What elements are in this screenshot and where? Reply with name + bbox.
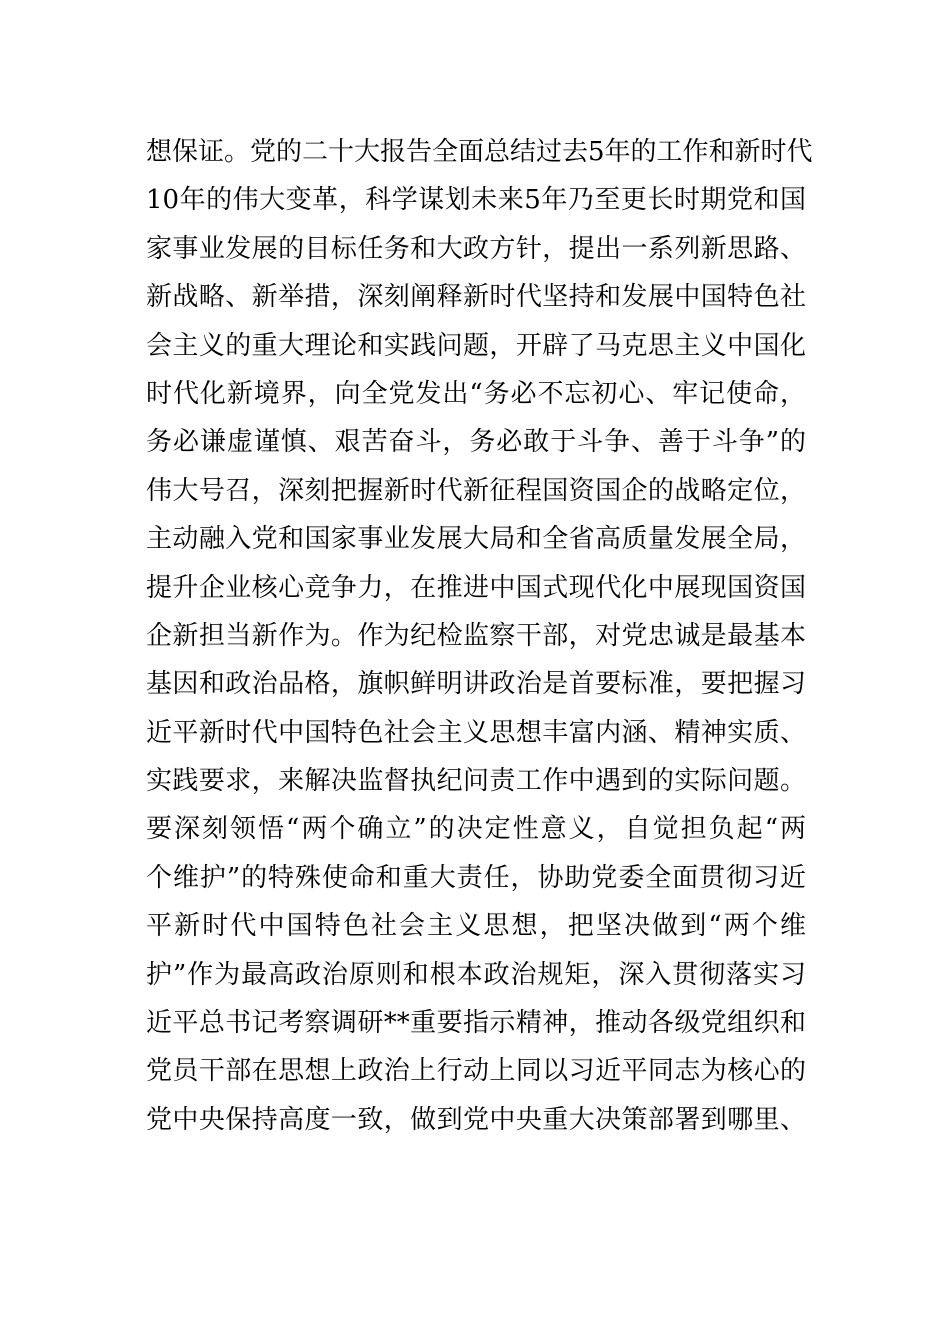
text-line-10: 提升企业核心竞争力，在推进中国式现代化中展现国资国 — [146, 572, 806, 603]
text-line-7: 务必谦虚谨慎、艰苦奋斗，务必敢于斗争、善于斗争”的 — [146, 427, 806, 458]
text-line-20: 党员干部在思想上政治上行动上同以习近平同志为核心的 — [146, 1056, 806, 1087]
text-line-6: 时代化新境界，向全党发出“务必不忘初心、牢记使命， — [146, 378, 806, 409]
text-line-9: 主动融入党和国家事业发展大局和全省高质量发展全局， — [146, 524, 806, 555]
text-line-21: 党中央保持高度一致，做到党中央重大决策部署到哪里、 — [146, 1104, 806, 1135]
text-line-2: 10年的伟大变革，科学谋划未来5年乃至更长时期党和国 — [146, 185, 806, 216]
text-line-4: 新战略、新举措，深刻阐释新时代坚持和发展中国特色社 — [146, 282, 806, 313]
text-line-14: 实践要求，来解决监督执纪问责工作中遇到的实际问题。 — [146, 766, 806, 797]
text-line-8: 伟大号召，深刻把握新时代新征程国资国企的战略定位， — [146, 475, 806, 506]
text-line-13: 近平新时代中国特色社会主义思想丰富内涵、精神实质、 — [146, 717, 806, 748]
text-line-3: 家事业发展的目标任务和大政方针，提出一系列新思路、 — [146, 233, 806, 264]
text-line-17: 平新时代中国特色社会主义思想，把坚决做到“两个维 — [146, 911, 806, 942]
text-line-11: 企新担当新作为。作为纪检监察干部，对党忠诚是最基本 — [146, 620, 806, 651]
text-line-12: 基因和政治品格，旗帜鲜明讲政治是首要标准，要把握习 — [146, 669, 806, 700]
text-line-18: 护”作为最高政治原则和根本政治规矩，深入贯彻落实习 — [146, 959, 806, 990]
text-line-16: 个维护”的特殊使命和重大责任，协助党委全面贯彻习近 — [146, 862, 806, 893]
text-line-5: 会主义的重大理论和实践问题，开辟了马克思主义中国化 — [146, 330, 806, 361]
text-line-15: 要深刻领悟“两个确立”的决定性意义，自觉担负起“两 — [146, 814, 806, 845]
text-line-1: 想保证。党的二十大报告全面总结过去5年的工作和新时代 — [146, 137, 813, 167]
body-text — [146, 128, 813, 1144]
text-line-19: 近平总书记考察调研**重要指示精神，推动各级党组织和 — [146, 1008, 806, 1039]
